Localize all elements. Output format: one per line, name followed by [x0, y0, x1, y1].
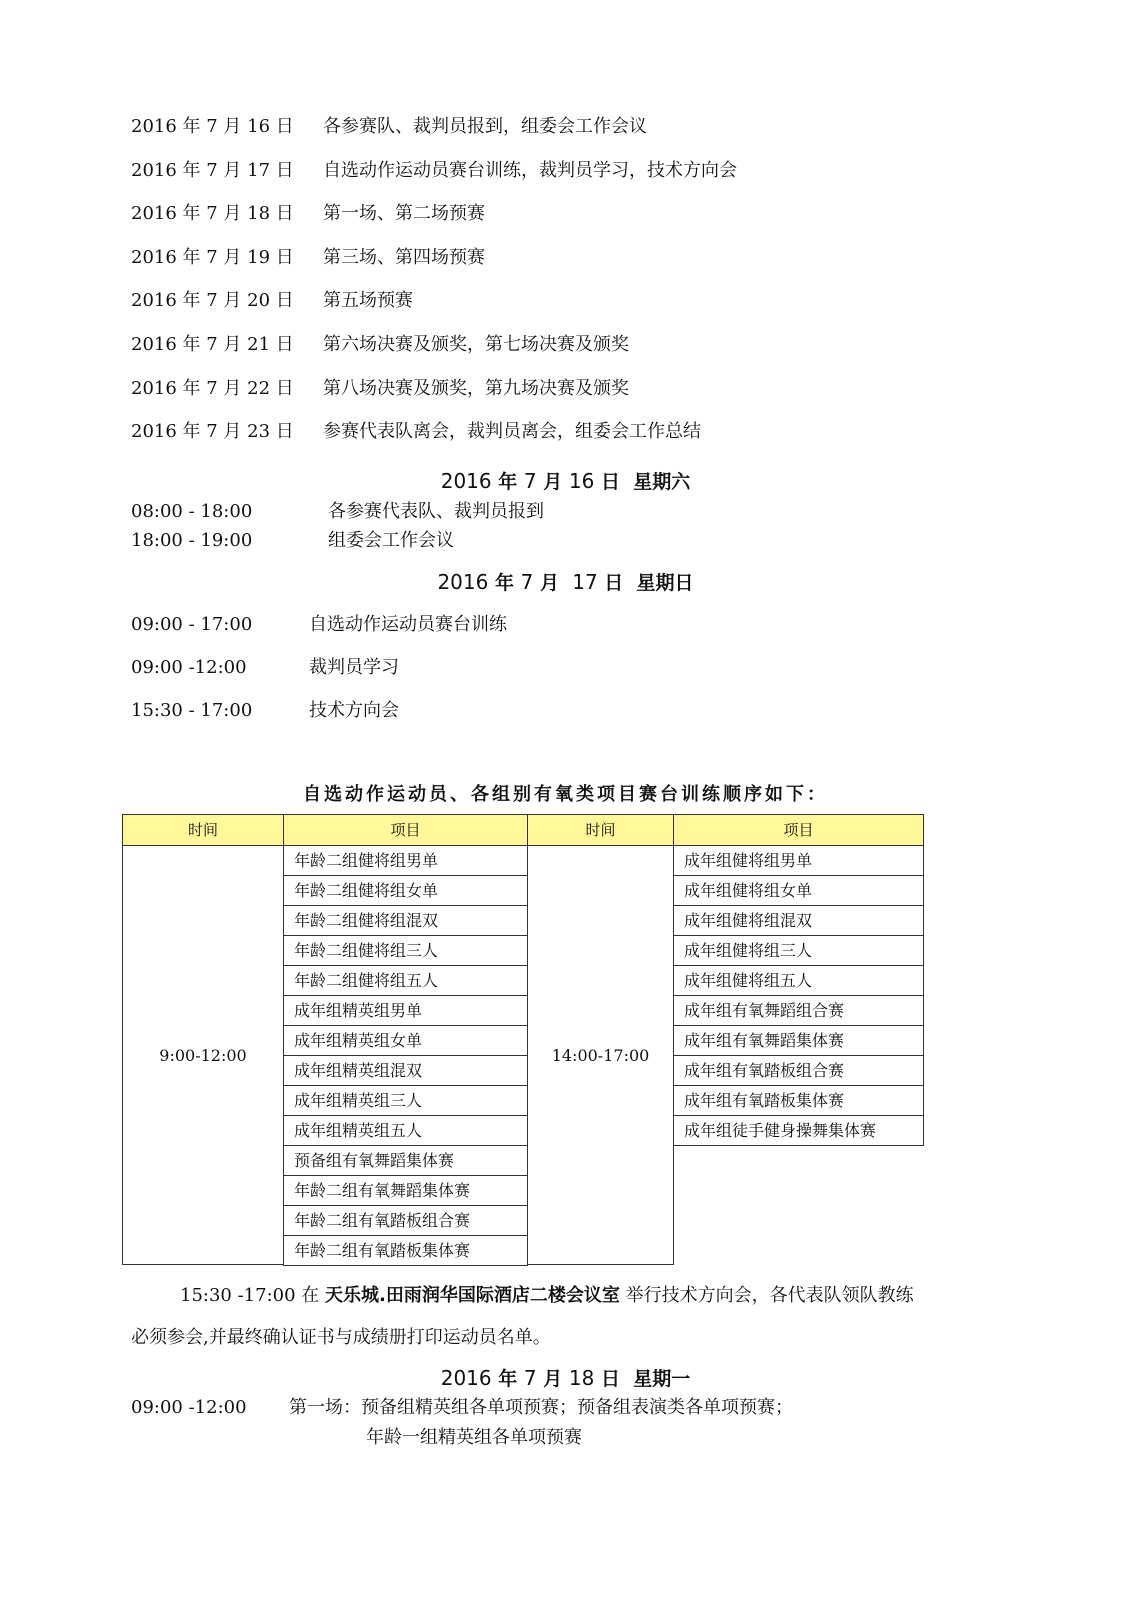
meeting-time: 15:30 -17:00 在 [180, 1285, 320, 1306]
heading-weekday: 星期日 [636, 572, 694, 594]
table-item-cell: 年龄二组有氧舞蹈集体赛 [283, 1175, 528, 1206]
table-item-cell: 成年组健将组混双 [673, 905, 924, 936]
heading-year: 2016 [440, 469, 492, 493]
day16-row [131, 500, 252, 524]
table-item-cell: 成年组有氧舞蹈集体赛 [673, 1025, 924, 1056]
day18-time: 09:00 -12:00 [131, 1397, 247, 1418]
table-item-cell: 成年组徒手健身操舞集体赛 [673, 1115, 924, 1146]
table-item-cell: 成年组健将组三人 [673, 935, 924, 966]
heading-nian: 年 [498, 1368, 518, 1390]
table-item-cell: 年龄二组有氧踏板组合赛 [283, 1205, 528, 1236]
overview-date: 2016 年 7 月 18 日 [131, 203, 294, 225]
meeting-venue: 天乐城.田雨润华国际酒店二楼会议室 [325, 1285, 620, 1306]
table-item-cell: 成年组健将组男单 [673, 845, 924, 876]
heading-ri: 日 [600, 471, 620, 493]
heading-ri: 日 [604, 572, 624, 594]
heading-year: 2016 [437, 570, 489, 594]
header-time-1: 时间 [122, 814, 284, 846]
afternoon-time: 14:00-17:00 [551, 1045, 650, 1065]
header-item-2: 项目 [673, 814, 924, 846]
table-item-cell: 成年组有氧踏板集体赛 [673, 1085, 924, 1116]
day17-row-text [309, 613, 507, 637]
table-item-cell: 成年组有氧踏板组合赛 [673, 1055, 924, 1086]
heading-nian: 年 [494, 572, 514, 594]
overview-event: 第五场预赛 [323, 290, 413, 312]
overview-event: 第八场决赛及颁奖，第九场决赛及颁奖 [323, 377, 629, 399]
day18-line2: 年龄一组精英组各单项预赛 [366, 1427, 582, 1448]
row-text: 组委会工作会议 [328, 530, 454, 551]
meeting-note-line2: 必须参会,并最终确认证书与成绩册打印运动员名单。 [131, 1327, 551, 1348]
heading-month: 7 [523, 469, 537, 493]
heading-month: 7 [520, 570, 534, 594]
day16-row-text [328, 529, 454, 553]
table-item-cell: 成年组精英组五人 [283, 1115, 528, 1146]
day16-row [131, 529, 252, 553]
table-item-cell: 年龄二组健将组五人 [283, 965, 528, 996]
row-time: 15:30 - 17:00 [131, 700, 253, 721]
overview-date: 2016 年 7 月 17 日 [131, 159, 294, 181]
overview-date: 2016 年 7 月 19 日 [131, 246, 294, 268]
table-item-cell: 成年组精英组女单 [283, 1025, 528, 1056]
day17-row-text [309, 656, 399, 680]
day16-row-text [328, 500, 544, 524]
heading-nian: 年 [498, 471, 518, 493]
overview-event: 各参赛队、裁判员报到，组委会工作会议 [323, 116, 647, 137]
row-time: 09:00 - 17:00 [131, 614, 253, 635]
heading-weekday: 星期一 [633, 1368, 691, 1390]
heading-yue: 月 [543, 1368, 563, 1390]
overview-date: 2016 年 7 月 23 日 [131, 421, 294, 443]
table-item-cell: 成年组健将组女单 [673, 875, 924, 906]
table-item-cell: 成年组有氧舞蹈组合赛 [673, 995, 924, 1026]
afternoon-time-cell [527, 845, 674, 1265]
day16-heading [0, 468, 1131, 495]
table-item-cell: 成年组精英组混双 [283, 1055, 528, 1086]
heading-yue: 月 [539, 572, 559, 594]
row-text: 裁判员学习 [309, 657, 399, 678]
heading-ri: 日 [600, 1368, 620, 1390]
row-time: 08:00 - 18:00 [131, 501, 253, 522]
day17-row [131, 699, 252, 723]
table-item-cell: 年龄二组有氧踏板集体赛 [283, 1235, 528, 1266]
morning-time: 9:00-12:00 [159, 1045, 247, 1065]
meeting-rest: 举行技术方向会，各代表队领队教练 [625, 1285, 914, 1306]
overview-event: 第三场、第四场预赛 [323, 246, 485, 268]
overview-date: 2016 年 7 月 22 日 [131, 377, 294, 399]
meeting-note-line1 [180, 1281, 914, 1307]
table-item-cell: 年龄二组健将组男单 [283, 845, 528, 876]
training-table-title: 自选动作运动员、各组别有氧类项目赛台训练顺序如下： [303, 784, 828, 805]
table-item-cell: 年龄二组健将组混双 [283, 905, 528, 936]
heading-yue: 月 [543, 471, 563, 493]
heading-day: 17 [572, 570, 598, 594]
heading-day: 16 [568, 469, 595, 493]
row-text: 技术方向会 [309, 700, 399, 721]
header-item-1: 项目 [283, 814, 528, 846]
header-time-2: 时间 [527, 814, 674, 846]
row-text: 各参赛代表队、裁判员报到 [328, 501, 544, 522]
day17-row [131, 613, 252, 637]
heading-day: 18 [568, 1366, 595, 1390]
overview-event: 第六场决赛及颁奖，第七场决赛及颁奖 [323, 334, 629, 355]
overview-event: 第一场、第二场预赛 [323, 203, 485, 225]
day17-row-text [309, 699, 399, 723]
table-item-cell: 年龄二组健将组女单 [283, 875, 528, 906]
row-text: 自选动作运动员赛台训练 [309, 614, 507, 635]
table-item-cell: 成年组健将组五人 [673, 965, 924, 996]
row-time: 09:00 -12:00 [131, 657, 247, 678]
row-time: 18:00 - 19:00 [131, 530, 253, 551]
table-item-cell: 年龄二组健将组三人 [283, 935, 528, 966]
overview-event: 参赛代表队离会，裁判员离会，组委会工作总结 [323, 421, 701, 443]
day18-line1: 第一场：预备组精英组各单项预赛；预备组表演类各单项预赛； [289, 1397, 793, 1418]
table-item-cell: 成年组精英组男单 [283, 995, 528, 1026]
morning-time-cell [122, 845, 284, 1265]
heading-year: 2016 [440, 1366, 492, 1390]
heading-month: 7 [523, 1366, 537, 1390]
day18-heading [0, 1365, 1131, 1392]
overview-date: 2016 年 7 月 20 日 [131, 290, 294, 312]
overview-event: 自选动作运动员赛台训练，裁判员学习，技术方向会 [323, 159, 737, 181]
table-item-cell: 预备组有氧舞蹈集体赛 [283, 1145, 528, 1176]
overview-date: 2016 年 7 月 21 日 [131, 334, 294, 355]
overview-date: 2016 年 7 月 16 日 [131, 116, 294, 137]
table-item-cell: 成年组精英组三人 [283, 1085, 528, 1116]
day17-heading [0, 569, 1131, 596]
heading-weekday: 星期六 [633, 471, 691, 493]
day17-row [131, 656, 247, 680]
